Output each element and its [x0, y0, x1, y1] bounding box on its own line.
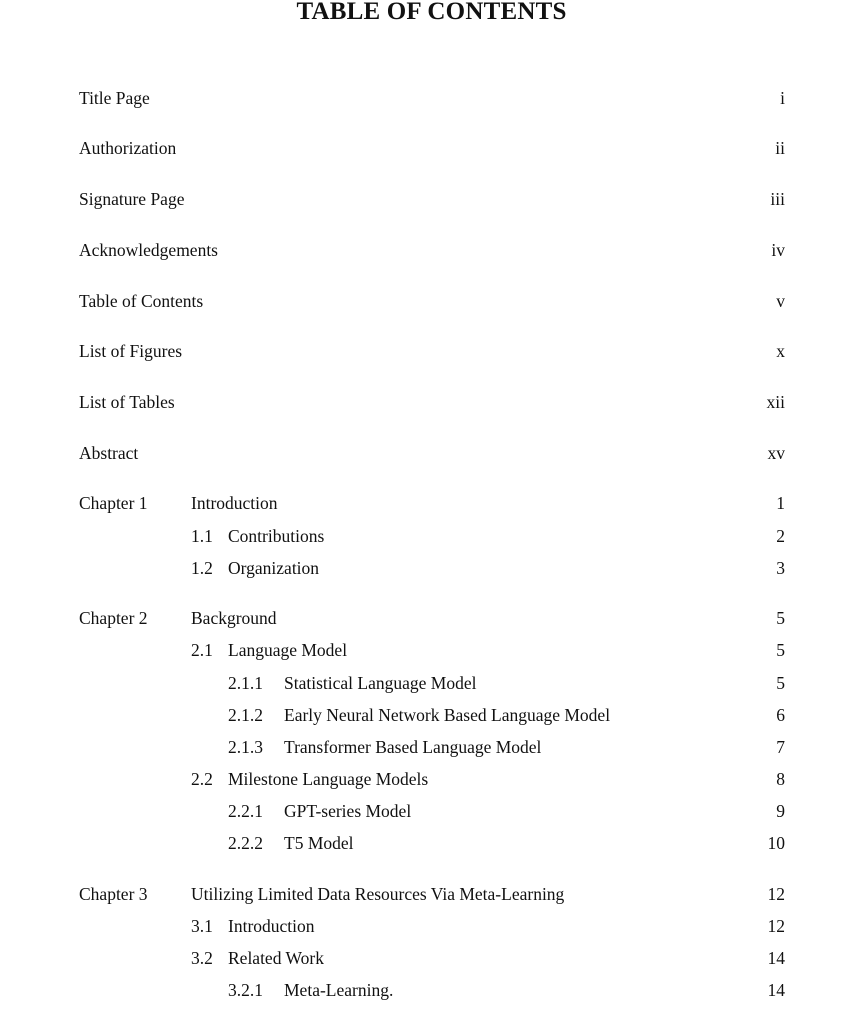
entry-label: Authorization [79, 138, 177, 158]
entry-page-number: iii [770, 189, 785, 209]
chapter-title: Background [191, 608, 277, 628]
toc-subsection-2-2-1[interactable] [0, 799, 853, 823]
entry-page-number: 14 [767, 948, 785, 968]
entry-page-number: 5 [776, 673, 785, 693]
toc-chapter-1[interactable] [0, 491, 853, 515]
entry-label: List of Tables [79, 392, 175, 412]
entry-page-number: 9 [776, 801, 785, 821]
entry-label: Signature Page [79, 189, 185, 209]
entry-page-number: v [776, 291, 785, 311]
entry-page-number: 10 [767, 833, 785, 853]
section-number: 2.1 [191, 640, 213, 660]
entry-page-number: iv [771, 240, 785, 260]
toc-subsection-2-2-2[interactable] [0, 831, 853, 855]
entry-page-number: 12 [767, 884, 785, 904]
section-title: Contributions [228, 526, 325, 546]
toc-section-2-2[interactable] [0, 767, 853, 791]
subsection-number: 2.1.3 [228, 737, 263, 757]
toc-entry-table-of-contents[interactable] [0, 289, 853, 313]
entry-label: Acknowledgements [79, 240, 218, 260]
subsection-number: 2.1.1 [228, 673, 263, 693]
entry-page-number: 8 [776, 769, 785, 789]
chapter-label: Chapter 3 [79, 884, 148, 904]
section-title: Related Work [228, 948, 324, 968]
toc-section-3-2[interactable] [0, 946, 853, 970]
section-number: 3.1 [191, 916, 213, 936]
entry-page-number: xv [767, 443, 785, 463]
section-number: 1.2 [191, 558, 213, 578]
entry-label: Table of Contents [79, 291, 204, 311]
chapter-label: Chapter 1 [79, 493, 148, 513]
entry-page-number: ii [775, 138, 785, 158]
chapter-title: Introduction [191, 493, 278, 513]
toc-subsection-2-1-3[interactable] [0, 735, 853, 759]
toc-section-3-1[interactable] [0, 914, 853, 938]
toc-entry-acknowledgements[interactable] [0, 238, 853, 262]
toc-section-1-2[interactable] [0, 556, 853, 580]
toc-subsection-3-2-1[interactable] [0, 978, 853, 1002]
entry-page-number: i [780, 88, 785, 108]
subsection-number: 3.2.1 [228, 980, 263, 1000]
section-title: Introduction [228, 916, 315, 936]
toc-entry-title-page[interactable] [0, 86, 853, 110]
section-title: Organization [228, 558, 320, 578]
section-title: Milestone Language Models [228, 769, 429, 789]
section-number: 1.1 [191, 526, 213, 546]
subsection-title: Statistical Language Model [284, 673, 477, 693]
entry-label: List of Figures [79, 341, 183, 361]
subsection-title: Transformer Based Language Model [284, 737, 542, 757]
toc-subsection-2-1-1[interactable] [0, 671, 853, 695]
subsection-number: 2.1.2 [228, 705, 263, 725]
subsection-title: T5 Model [284, 833, 354, 853]
entry-page-number: 5 [776, 640, 785, 660]
toc-section-1-1[interactable] [0, 524, 853, 548]
toc-entry-list-of-figures[interactable] [0, 339, 853, 363]
section-number: 3.2 [191, 948, 213, 968]
subsection-title: GPT-series Model [284, 801, 412, 821]
toc-entry-list-of-tables[interactable] [0, 390, 853, 414]
entry-page-number: 14 [767, 980, 785, 1000]
toc-entry-abstract[interactable] [0, 441, 853, 465]
section-title: Language Model [228, 640, 348, 660]
subsection-title: Early Neural Network Based Language Model [284, 705, 611, 725]
section-number: 2.2 [191, 769, 213, 789]
toc-subsection-2-1-2[interactable] [0, 703, 853, 727]
subsection-number: 2.2.2 [228, 833, 263, 853]
entry-page-number: 6 [776, 705, 785, 725]
subsection-number: 2.2.1 [228, 801, 263, 821]
entry-label: Abstract [79, 443, 139, 463]
toc-section-2-1[interactable] [0, 638, 853, 662]
entry-page-number: 2 [776, 526, 785, 546]
toc-entry-signature-page[interactable] [0, 187, 853, 211]
entry-page-number: 3 [776, 558, 785, 578]
toc-chapter-3[interactable] [0, 882, 853, 906]
chapter-title: Utilizing Limited Data Resources Via Meta-Learning [191, 884, 565, 904]
entry-page-number: 1 [776, 493, 785, 513]
entry-page-number: 12 [767, 916, 785, 936]
entry-page-number: x [776, 341, 785, 361]
chapter-label: Chapter 2 [79, 608, 148, 628]
entry-label: Title Page [79, 88, 150, 108]
page-title: TABLE OF CONTENTS [296, 0, 567, 25]
subsection-title: Meta-Learning. [284, 980, 394, 1000]
toc-chapter-2[interactable] [0, 606, 853, 630]
entry-page-number: xii [766, 392, 785, 412]
entry-page-number: 5 [776, 608, 785, 628]
entry-page-number: 7 [776, 737, 785, 757]
toc-entry-authorization[interactable] [0, 136, 853, 160]
